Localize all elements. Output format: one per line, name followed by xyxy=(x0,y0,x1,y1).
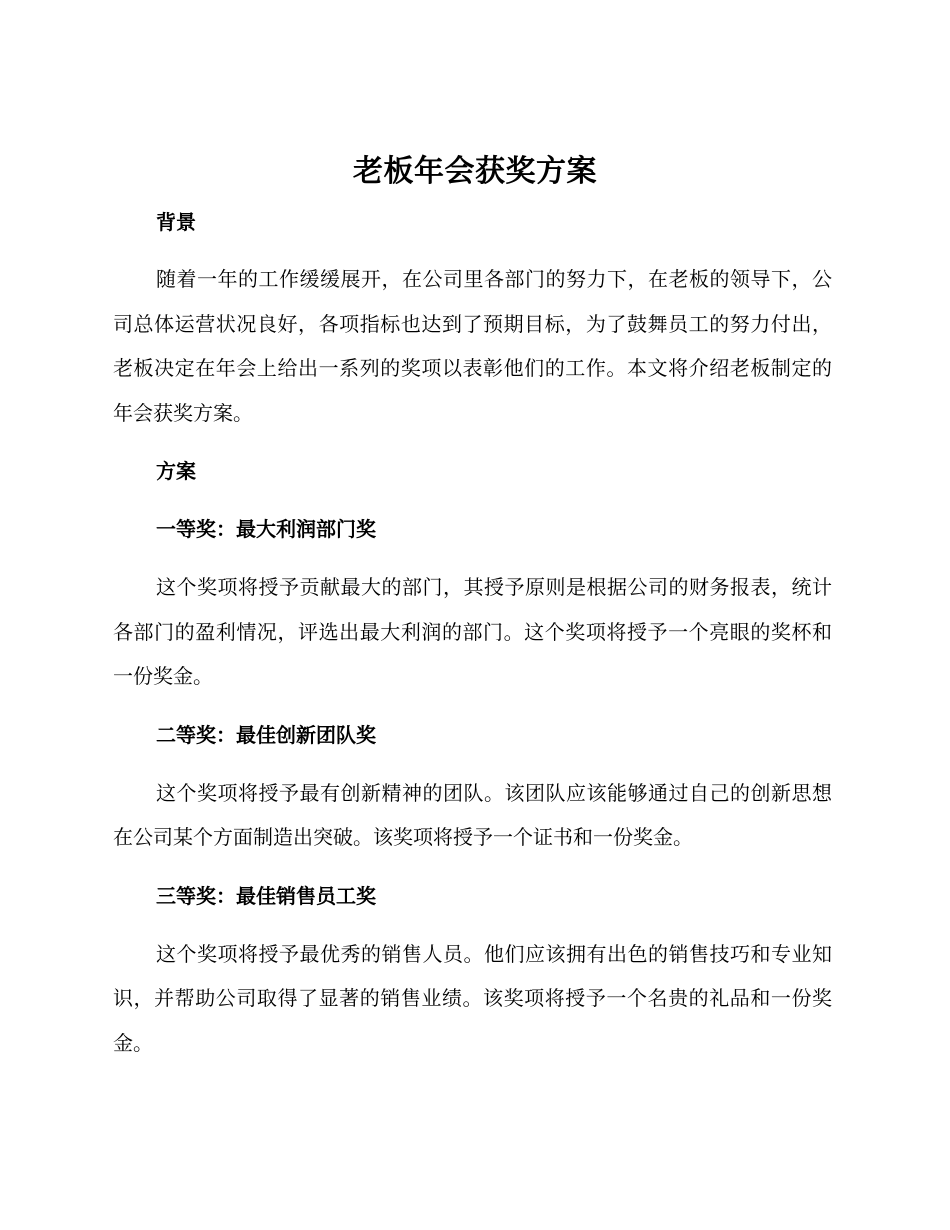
paragraph-background: 随着一年的工作缓缓展开，在公司里各部门的努力下，在老板的领导下，公司总体运营状况良好，各项指标也达到了预期目标，为了鼓舞员工的努力付出，老板决定在年会上给出一系列的奖项以表彰他们的工作。本文将介绍老板制定的年会获奖方案。 xyxy=(113,267,832,425)
paragraph-second-prize: 这个奖项将授予最有创新精神的团队。该团队应该能够通过自己的创新思想在公司某个方面制造出突破。该奖项将授予一个证书和一份奖金。 xyxy=(113,780,832,849)
document-body xyxy=(113,200,832,1065)
section-heading-plan: 方案 xyxy=(156,459,196,483)
section-heading-third-prize: 三等奖：最佳销售员工奖 xyxy=(156,883,376,908)
document-title: 老板年会获奖方案 xyxy=(353,154,597,189)
paragraph-first-prize: 这个奖项将授予贡献最大的部门，其授予原则是根据公司的财务报表，统计各部门的盈利情况，评选出最大利润的部门。这个奖项将授予一个亮眼的奖杯和一份奖金。 xyxy=(113,575,832,688)
paragraph-third-prize: 这个奖项将授予最优秀的销售人员。他们应该拥有出色的销售技巧和专业知识，并帮助公司取得了显著的销售业绩。该奖项将授予一个名贵的礼品和一份奖金。 xyxy=(113,941,832,1055)
section-heading-background: 背景 xyxy=(156,210,196,234)
section-heading-second-prize: 二等奖：最佳创新团队奖 xyxy=(156,722,376,747)
section-heading-first-prize: 一等奖：最大利润部门奖 xyxy=(156,517,376,541)
